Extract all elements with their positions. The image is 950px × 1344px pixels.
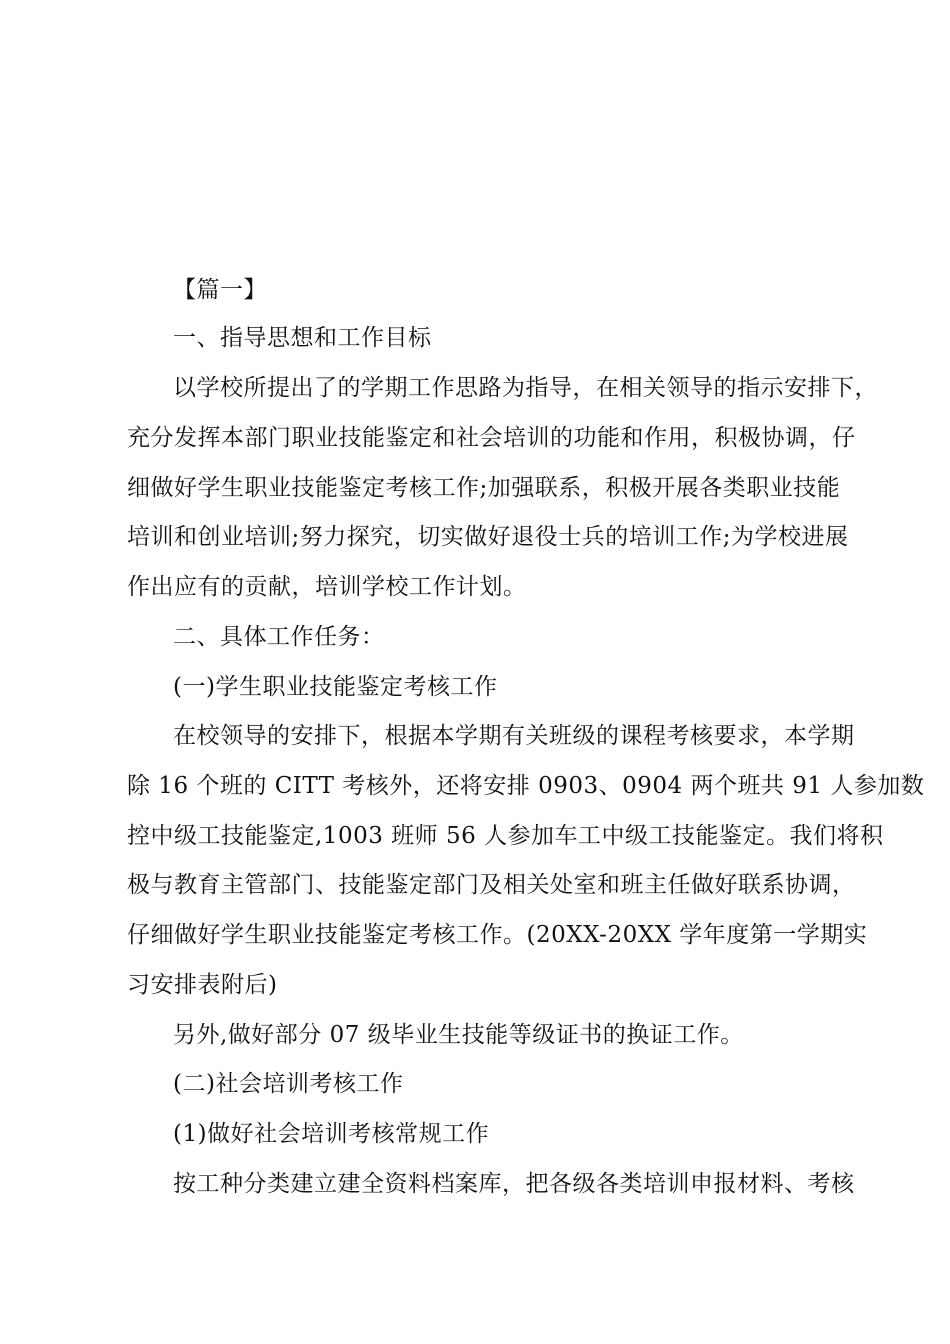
paragraph-line: 极与教育主管部门、技能鉴定部门及相关处室和班主任做好联系协调， <box>127 872 856 898</box>
paragraph-line: 细做好学生职业技能鉴定考核工作;加强联系，积极开展各类职业技能 <box>127 475 841 501</box>
paragraph-line: 以学校所提出了的学期工作思路为指导，在相关领导的指示安排下， <box>173 375 878 401</box>
paragraph-line: 充分发挥本部门职业技能鉴定和社会培训的功能和作用，积极协调，仔 <box>127 425 856 451</box>
paragraph-line: 作出应有的贡献，培训学校工作计划。 <box>127 574 527 600</box>
paragraph-line: 控中级工技能鉴定,1003 班师 56 人参加车工中级工技能鉴定。我们将积 <box>127 823 884 849</box>
section-marker: 【篇一】 <box>173 277 267 303</box>
paragraph-line: 另外,做好部分 07 级毕业生技能等级证书的换证工作。 <box>173 1022 744 1048</box>
paragraph-line: 培训和创业培训;努力探究，切实做好退役士兵的培训工作;为学校进展 <box>127 524 849 550</box>
heading-specific-tasks: 二、具体工作任务： <box>173 624 385 650</box>
subheading-social-training: (二)社会培训考核工作 <box>173 1071 404 1097</box>
paragraph-line: 按工种分类建立建全资料档案库，把各级各类培训申报材料、考核 <box>173 1171 855 1197</box>
paragraph-line: 习安排表附后) <box>127 972 278 998</box>
paragraph-line: 在校领导的安排下，根据本学期有关班级的课程考核要求，本学期 <box>173 723 855 749</box>
paragraph-line: 除 16 个班的 CITT 考核外，还将安排 0903、0904 两个班共 91 人参加数 <box>127 773 925 799</box>
heading-guiding-ideology: 一、指导思想和工作目标 <box>173 325 432 351</box>
subheading-routine-work: (1)做好社会培训考核常规工作 <box>173 1121 490 1147</box>
subheading-student-assessment: (一)学生职业技能鉴定考核工作 <box>173 674 498 700</box>
paragraph-line: 仔细做好学生职业技能鉴定考核工作。(20XX-20XX 学年度第一学期实 <box>127 922 868 948</box>
